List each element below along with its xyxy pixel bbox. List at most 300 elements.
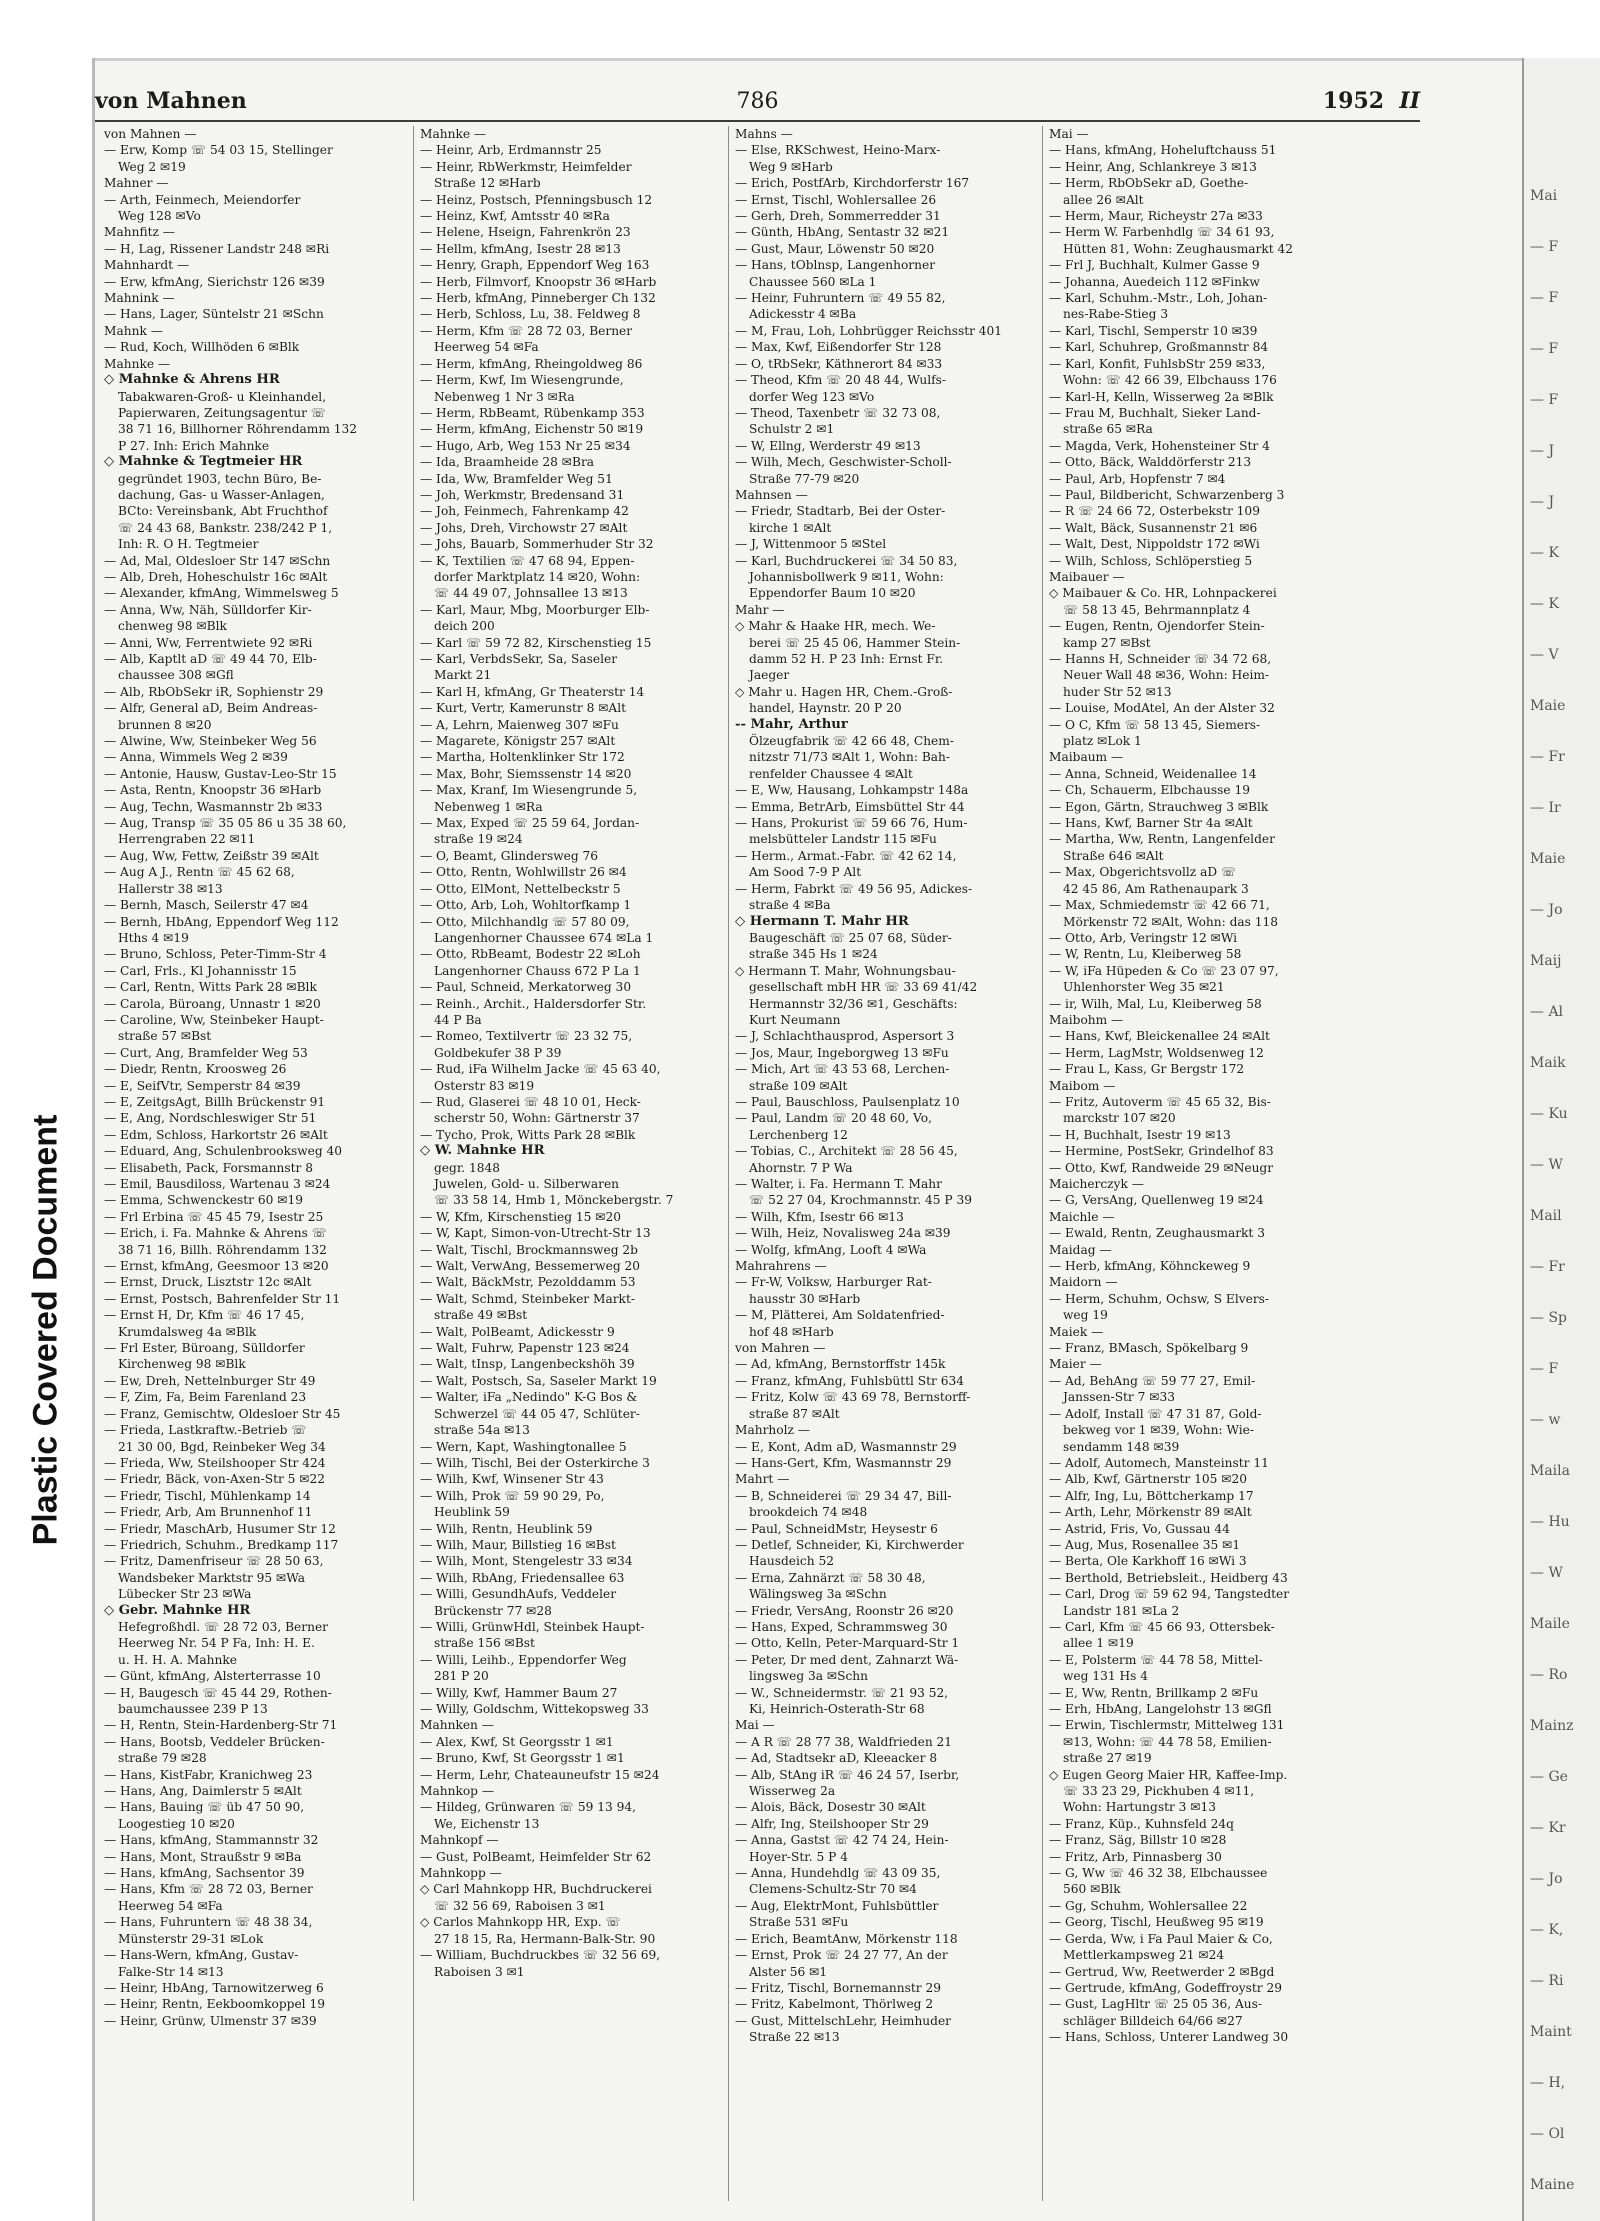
directory-entry: — Heinr, HbAng, Tarnowitzerweg 6: [104, 1980, 324, 1995]
directory-entry: — Max, Kwf, Eißendorfer Str 128: [735, 340, 942, 355]
directory-entry: — Emma, Schwenckestr 60 ✉19: [104, 1193, 303, 1208]
entry-continuation: nitzstr 71/73 ✉Alt 1, Wohn: Bah-: [749, 750, 951, 765]
directory-entry: — Peter, Dr med dent, Zahnarzt Wä-: [735, 1652, 959, 1667]
directory-entry: — A R ☏ 28 77 38, Waldfrieden 21: [735, 1734, 953, 1749]
directory-entry: — Aug, Techn, Wasmannstr 2b ✉33: [104, 799, 323, 814]
entry-continuation: gesellschaft mbH HR ☏ 33 69 41/42: [749, 980, 978, 995]
directory-entry: — Magarete, Königstr 257 ✉Alt: [420, 734, 616, 749]
directory-entry: — Fritz, Kabelmont, Thörlweg 2: [735, 1997, 934, 2012]
entry-continuation: Mörkenstr 72 ✉Alt, Wohn: das 118: [1063, 914, 1279, 929]
entry-continuation: straße 49 ✉Bst: [434, 1308, 528, 1323]
directory-entry: — G, Ww ☏ 46 32 38, Elbchaussee: [1049, 1866, 1268, 1881]
directory-entry: — Egon, Gärtn, Strauchweg 3 ✉Blk: [1049, 799, 1269, 814]
directory-entry: — Herm, Maur, Richeystr 27a ✉33: [1049, 209, 1263, 224]
directory-entry: — Max, Schmiedemstr ☏ 42 66 71,: [1049, 898, 1270, 913]
entry-continuation: scherstr 50, Wohn: Gärtnerstr 37: [434, 1111, 640, 1126]
directory-entry: — Ch, Schauerm, Elbchausse 19: [1049, 783, 1250, 798]
directory-entry: — Alb, Dreh, Hoheschulstr 16c ✉Alt: [104, 569, 328, 584]
edge-fragment: — F: [1530, 1361, 1559, 1377]
directory-entry: — Carola, Büroang, Unnastr 1 ✉20: [104, 996, 321, 1011]
directory-entry: — Walt, Dest, Nippoldstr 172 ✉Wi: [1049, 537, 1260, 552]
entry-continuation: straße 109 ✉Alt: [749, 1078, 848, 1093]
surname-heading: Mahnkopf —: [420, 1833, 499, 1848]
directory-entry: — Johs, Dreh, Virchowstr 27 ✉Alt: [420, 520, 628, 535]
directory-entry: — J, Schlachthausprod, Aspersort 3: [735, 1029, 955, 1044]
entry-continuation: Wandsbeker Marktstr 95 ✉Wa: [118, 1570, 305, 1585]
directory-entry: — Karl, Maur, Mbg, Moorburger Elb-: [420, 602, 650, 617]
directory-entry: — Herm, Schuhm, Ochsw, S Elvers-: [1049, 1291, 1270, 1306]
entry-continuation: Markt 21: [434, 668, 492, 683]
directory-entry: — Günth, HbAng, Sentastr 32 ✉21: [735, 225, 950, 240]
edge-fragment: — Hu: [1530, 1514, 1570, 1530]
directory-entry: — Gust, LagHltr ☏ 25 05 36, Aus-: [1049, 1997, 1262, 2012]
directory-entry: — Heinr, Arb, Erdmannstr 25: [420, 143, 602, 158]
directory-entry: — E, Ang, Nordschleswiger Str 51: [104, 1111, 317, 1126]
entry-continuation: Münsterstr 29-31 ✉Lok: [118, 1931, 264, 1946]
entry-continuation: straße 27 ✉19: [1063, 1751, 1152, 1766]
edge-fragment: — F: [1530, 392, 1559, 408]
directory-entry: — Otto, Kelln, Peter-Marquard-Str 1: [735, 1636, 960, 1651]
directory-entry: — Hans, kfmAng, Sachsentor 39: [104, 1866, 305, 1881]
edge-fragment: Mail: [1530, 1208, 1562, 1224]
edge-fragment: — J: [1530, 494, 1555, 510]
edge-fragment: — F: [1530, 239, 1559, 255]
directory-entry: — Hans, Bootsb, Veddeler Brücken-: [104, 1734, 325, 1749]
entry-continuation: 38 71 16, Billhorner Röhrendamm 132: [118, 422, 358, 437]
entry-continuation: ☏ 33 58 14, Hmb 1, Mönckebergstr. 7: [434, 1193, 674, 1208]
edge-fragment: Mainz: [1530, 1718, 1574, 1734]
edge-fragment: — H,: [1530, 2075, 1566, 2091]
directory-entry: — Otto, Rentn, Wohlwillstr 26 ✉4: [420, 865, 627, 880]
edge-fragment: Mai: [1530, 188, 1558, 204]
directory-entry: — Otto, Milchhandlg ☏ 57 80 09,: [420, 914, 630, 929]
edge-fragment: — Ge: [1530, 1769, 1568, 1785]
entry-continuation: Straße 22 ✉13: [749, 2030, 840, 2045]
directory-entry: — Hermine, PostSekr, Grindelhof 83: [1049, 1144, 1274, 1159]
edge-fragment: — Sp: [1530, 1310, 1568, 1326]
edge-fragment: Maint: [1530, 2024, 1572, 2040]
directory-entry: — Paul, SchneidMstr, Heysestr 6: [735, 1521, 938, 1536]
directory-entry: — Gust, PolBeamt, Heimfelder Str 62: [420, 1849, 652, 1864]
directory-entry: — Ad, BehAng ☏ 59 77 27, Emil-: [1049, 1373, 1256, 1388]
edge-fragment: — Kr: [1530, 1820, 1566, 1836]
directory-entry: — Alfr, Ing, Steilshooper Str 29: [735, 1816, 929, 1831]
entry-continuation: Loogestieg 10 ✉20: [118, 1816, 235, 1831]
directory-entry: — Otto, Arb, Veringstr 12 ✉Wi: [1049, 930, 1238, 945]
directory-entry: — F, Zim, Fa, Beim Farenland 23: [104, 1390, 307, 1405]
edge-fragment: — J: [1530, 443, 1555, 459]
entry-continuation: Chaussee 560 ✉La 1: [749, 274, 877, 289]
entry-continuation: u. H. H. A. Mahnke: [118, 1652, 237, 1667]
directory-entry: — Herm, kfmAng, Eichenstr 50 ✉19: [420, 422, 644, 437]
directory-entry: — Alfr, Ing, Lu, Böttcherkamp 17: [1049, 1488, 1254, 1503]
directory-entry: — Alfr, General aD, Beim Andreas-: [104, 701, 318, 716]
directory-entry: — Helene, Hseign, Fahrenkrön 23: [420, 225, 631, 240]
directory-entry: — Heinr, Grünw, Ulmenstr 37 ✉39: [104, 2013, 317, 2028]
directory-entry: — Hans, Ang, Daimlerstr 5 ✉Alt: [104, 1784, 302, 1799]
directory-entry: — Herm, Kwf, Im Wiesengrunde,: [420, 373, 624, 388]
entry-continuation: 44 P Ba: [434, 1012, 482, 1027]
entry-continuation: Nebenweg 1 Nr 3 ✉Ra: [434, 389, 575, 404]
directory-entry: — Herm, Lehr, Chateauneufstr 15 ✉24: [420, 1767, 660, 1782]
entry-continuation: bekweg vor 1 ✉39, Wohn: Wie-: [1063, 1423, 1254, 1438]
directory-entry: — Otto, RbBeamt, Bodestr 22 ✉Loh: [420, 947, 641, 962]
entry-continuation: Goldbekufer 38 P 39: [434, 1045, 562, 1060]
header-year-volume: [1323, 88, 1420, 114]
entry-continuation: Jaeger: [749, 668, 790, 683]
directory-entry: — Paul, Schneid, Merkatorweg 30: [420, 980, 632, 995]
surname-heading: Mahns —: [735, 127, 793, 141]
directory-entry: — Friedr, VersAng, Roonstr 26 ✉20: [735, 1603, 954, 1618]
directory-entry: — Martha, Holtenklinker Str 172: [420, 750, 625, 765]
edge-fragment: Maie: [1530, 698, 1566, 714]
directory-entry: — Martha, Ww, Rentn, Langenfelder: [1049, 832, 1275, 847]
directory-entry: — Karl, Buchdruckerei ☏ 34 50 83,: [735, 553, 958, 568]
directory-entry: — Walt, tInsp, Langenbeckshöh 39: [420, 1357, 635, 1372]
entry-continuation: Langenhorner Chauss 672 P La 1: [434, 963, 641, 978]
directory-entry: — Walter, iFa „Nedindo" K-G Bos &: [420, 1390, 638, 1405]
surname-heading: Mai —: [1049, 127, 1089, 141]
directory-entry: — Frau M, Buchhalt, Sieker Land-: [1049, 405, 1261, 420]
directory-entry: — Friedr, MaschArb, Husumer Str 12: [104, 1521, 336, 1536]
edge-fragment: — F: [1530, 341, 1559, 357]
directory-entry: — Fritz, Autoverm ☏ 45 65 32, Bis-: [1049, 1094, 1271, 1109]
directory-entry: — Aug A J., Rentn ☏ 45 62 68,: [104, 865, 295, 880]
directory-entry: — Edm, Schloss, Harkortstr 26 ✉Alt: [104, 1127, 328, 1142]
directory-entry: — Frieda, Lastkraftw.-Betrieb ☏: [104, 1423, 307, 1438]
entry-continuation: Raboisen 3 ✉1: [434, 1964, 525, 1979]
entry-continuation: Heerweg 54 ✉Fa: [118, 1898, 223, 1913]
directory-entry: — Tobias, C., Architekt ☏ 28 56 45,: [735, 1144, 958, 1159]
surname-heading: von Mahren —: [735, 1341, 826, 1356]
entry-continuation: Wisserweg 2a: [749, 1784, 836, 1799]
edge-fragment: — Fr: [1530, 1259, 1565, 1275]
directory-entry: — H, Rentn, Stein-Hardenberg-Str 71: [104, 1718, 338, 1733]
directory-entry: — Karl, Tischl, Semperstr 10 ✉39: [1049, 323, 1258, 338]
entry-continuation: 38 71 16, Billh. Röhrendamm 132: [118, 1242, 327, 1257]
entry-continuation: straße 19 ✉24: [434, 832, 523, 847]
directory-entry: — Ernst, Druck, Lisztstr 12c ✉Alt: [104, 1275, 312, 1290]
directory-entry: ◇ Mahr & Haake HR, mech. We-: [735, 619, 936, 634]
directory-entry: — Friedr, Bäck, von-Axen-Str 5 ✉22: [104, 1472, 326, 1487]
directory-entry: — Aug, Transp ☏ 35 05 86 u 35 38 60,: [104, 816, 347, 831]
directory-entry: — Heinr, Fuhruntern ☏ 49 55 82,: [735, 291, 946, 306]
entry-continuation: Weg 2 ✉19: [118, 159, 186, 174]
adjacent-page-edge: [1522, 58, 1600, 2221]
entry-continuation: Inh: R. O H. Tegtmeier: [118, 537, 259, 552]
directory-entry: — W, iFa Hüpeden & Co ☏ 23 07 97,: [1049, 963, 1279, 978]
directory-entry: — Willi, GrünwHdl, Steinbek Haupt-: [420, 1619, 645, 1634]
directory-entry: — Herm, LagMstr, Woldsenweg 12: [1049, 1045, 1264, 1060]
entry-continuation: ☏ 32 56 69, Raboisen 3 ✉1: [434, 1898, 606, 1913]
directory-entry: — Bernh, HbAng, Eppendorf Weg 112: [104, 914, 339, 929]
entry-continuation: Weg 128 ✉Vo: [118, 209, 201, 224]
directory-entry: — Eugen, Rentn, Ojendorfer Stein-: [1049, 619, 1265, 634]
directory-entry: — Erw, kfmAng, Sierichstr 126 ✉39: [104, 274, 325, 289]
entry-continuation: Am Sood 7-9 P Alt: [749, 865, 862, 880]
entry-continuation: 27 18 15, Ra, Hermann-Balk-Str. 90: [434, 1931, 656, 1946]
directory-entry: — Günt, kfmAng, Alsterterrasse 10: [104, 1669, 321, 1684]
directory-entry: — Alb, Kwf, Gärtnerstr 105 ✉20: [1049, 1472, 1247, 1487]
entry-continuation: baumchaussee 239 P 13: [118, 1702, 268, 1716]
edge-fragment: — F: [1530, 290, 1559, 306]
surname-heading: Mahnink —: [104, 291, 175, 306]
directory-entry: — G, VersAng, Quellenweg 19 ✉24: [1049, 1193, 1264, 1208]
entry-continuation: Lübecker Str 23 ✉Wa: [118, 1587, 252, 1602]
directory-entry: — Alex, Kwf, St Georgsstr 1 ✉1: [420, 1734, 614, 1749]
entry-continuation: Hütten 81, Wohn: Zeughausmarkt 42: [1063, 241, 1294, 256]
entry-continuation: dorfer Weg 123 ✉Vo: [749, 389, 875, 404]
directory-entry: — Carl, Drog ☏ 59 62 94, Tangstedter: [1049, 1587, 1290, 1602]
directory-column-1: [104, 126, 410, 2201]
directory-entry: — M, Plätterei, Am Soldatenfried-: [735, 1308, 945, 1323]
directory-entry: — Gust, MittelschLehr, Heimhuder: [735, 2013, 951, 2028]
directory-entry: — Arth, Lehr, Mörkenstr 89 ✉Alt: [1049, 1505, 1252, 1520]
directory-entry: — Hans, tOblnsp, Langenhorner: [735, 258, 936, 273]
entry-continuation: Hallerstr 38 ✉13: [118, 881, 223, 896]
entry-continuation: berei ☏ 25 45 06, Hammer Stein-: [749, 635, 961, 650]
entry-continuation: Heublink 59: [434, 1505, 510, 1520]
directory-entry: — Erich, i. Fa. Mahnke & Ahrens ☏: [104, 1226, 327, 1241]
entry-continuation: Straße 646 ✉Alt: [1063, 848, 1164, 863]
directory-entry: — Otto, ElMont, Nettelbeckstr 5: [420, 881, 621, 896]
directory-entry: — Franz, Säg, Billstr 10 ✉28: [1049, 1833, 1227, 1848]
directory-entry: — Walter, i. Fa. Hermann T. Mahr: [735, 1177, 942, 1191]
entry-continuation: Clemens-Schultz-Str 70 ✉4: [749, 1882, 917, 1897]
entry-continuation: ☏ 33 23 29, Pickhuben 4 ✉11,: [1063, 1784, 1255, 1799]
directory-entry: — Fritz, Arb, Pinnasberg 30: [1049, 1849, 1222, 1864]
directory-entry: — Gerda, Ww, i Fa Paul Maier & Co,: [1049, 1931, 1273, 1946]
directory-entry: — Bruno, Schloss, Peter-Timm-Str 4: [104, 947, 327, 962]
entry-continuation: nes-Rabe-Stieg 3: [1063, 307, 1169, 322]
directory-entry: — Max, Bohr, Siemssenstr 14 ✉20: [420, 766, 632, 781]
directory-entry: — Walt, Tischl, Brockmannsweg 2b: [420, 1242, 638, 1257]
entry-continuation: Heerweg 54 ✉Fa: [434, 340, 539, 355]
directory-entry: — Henry, Graph, Eppendorf Weg 163: [420, 258, 650, 273]
entry-continuation: damm 52 H. P 23 Inh: Ernst Fr.: [749, 652, 944, 666]
directory-entry: — Adolf, Install ☏ 47 31 87, Gold-: [1049, 1406, 1262, 1421]
entry-continuation: straße 156 ✉Bst: [434, 1636, 535, 1651]
directory-entry: — Karl, Schuhrep, Großmannstr 84: [1049, 340, 1269, 355]
entry-continuation: Ahornstr. 7 P Wa: [749, 1160, 853, 1175]
directory-entry: — Alb, RbObSekr iR, Sophienstr 29: [104, 684, 324, 699]
directory-entry: — Johanna, Auedeich 112 ✉Finkw: [1049, 274, 1260, 289]
directory-entry: — Otto, Bäck, Walddörferstr 213: [1049, 455, 1252, 470]
directory-entry: — Wilh, Kwf, Winsener Str 43: [420, 1472, 604, 1487]
directory-entry: — Hans, Schloss, Unterer Landweg 30: [1049, 2030, 1289, 2045]
firm-entry: ◇ Hermann T. Mahr HR: [735, 913, 909, 929]
entry-continuation: dachung, Gas- u Wasser-Anlagen,: [118, 487, 325, 502]
directory-entry: — Magda, Verk, Hohensteiner Str 4: [1049, 438, 1270, 453]
entry-continuation: Hausdeich 52: [749, 1554, 834, 1569]
directory-entry: — Wilh, Maur, Billstieg 16 ✉Bst: [420, 1537, 616, 1552]
directory-entry: — Eduard, Ang, Schulenbrooksweg 40: [104, 1144, 343, 1159]
directory-entry: — Anna, Schneid, Weidenallee 14: [1049, 766, 1257, 781]
directory-entry: — O, tRbSekr, Käthnerort 84 ✉33: [735, 356, 943, 371]
entry-continuation: Landstr 181 ✉La 2: [1063, 1603, 1180, 1618]
entry-continuation: Neuer Wall 48 ✉36, Wohn: Heim-: [1063, 668, 1270, 683]
edge-fragment: — W: [1530, 1565, 1563, 1581]
directory-entry: — Anna, Hundehdlg ☏ 43 09 35,: [735, 1866, 941, 1881]
directory-entry: — Max, Kranf, Im Wiesengrunde 5,: [420, 783, 638, 798]
entry-continuation: Ölzeugfabrik ☏ 42 66 48, Chem-: [749, 734, 954, 749]
directory-entry: — W., Schneidermstr. ☏ 21 93 52,: [735, 1685, 949, 1700]
firm-entry: ◇ Gebr. Mahnke HR: [104, 1602, 251, 1618]
entry-continuation: ☏ 52 27 04, Krochmannstr. 45 P 39: [749, 1193, 972, 1208]
directory-entry: — Ad, kfmAng, Bernstorffstr 145k: [735, 1357, 946, 1372]
surname-heading: Maibom —: [1049, 1078, 1116, 1093]
directory-entry: — Otto, Arb, Loh, Wohltorfkamp 1: [420, 898, 632, 913]
directory-entry: — Walt, Bäck, Susannenstr 21 ✉6: [1049, 520, 1258, 535]
entry-continuation: Straße 12 ✉Harb: [434, 176, 541, 191]
directory-entry: — Gertrude, kfmAng, Godeffroystr 29: [1049, 1980, 1282, 1995]
directory-entry: — Asta, Rentn, Knoopstr 36 ✉Harb: [104, 783, 322, 798]
edge-fragment: — V: [1530, 647, 1559, 663]
directory-entry: — Fritz, Tischl, Bornemannstr 29: [735, 1980, 941, 1995]
directory-entry: — Aug, Mus, Rosenallee 35 ✉1: [1049, 1537, 1241, 1552]
firm-entry: ◇ Mahnke & Ahrens HR: [104, 372, 280, 388]
entry-continuation: hausstr 30 ✉Harb: [749, 1291, 861, 1306]
directory-entry: — Carl, Kfm ☏ 45 66 93, Ottersbek-: [1049, 1619, 1275, 1634]
directory-entry: — Fritz, Damenfriseur ☏ 28 50 63,: [104, 1554, 324, 1569]
entry-continuation: Falke-Str 14 ✉13: [118, 1964, 224, 1979]
entry-continuation: Ki, Heinrich-Osterath-Str 68: [749, 1702, 925, 1716]
directory-entry: — Hildeg, Grünwaren ☏ 59 13 94,: [420, 1800, 637, 1815]
directory-entry: — Paul, Bauschloss, Paulsenplatz 10: [735, 1094, 960, 1109]
entry-continuation: weg 19: [1063, 1308, 1108, 1323]
directory-entry: — Herm W. Farbenhdlg ☏ 34 61 93,: [1049, 225, 1275, 240]
entry-continuation: Mettlerkampsweg 21 ✉24: [1063, 1948, 1225, 1963]
directory-entry: — Ew, Dreh, Nettelnburger Str 49: [104, 1373, 316, 1388]
directory-entry: — Hans, Kwf, Bleickenallee 24 ✉Alt: [1049, 1029, 1270, 1044]
edge-fragment: Maij: [1530, 953, 1562, 969]
directory-entry: — Walt, Schmd, Steinbeker Markt-: [420, 1291, 635, 1306]
entry-continuation: We, Eichenstr 13: [434, 1816, 540, 1831]
directory-entry: — Emil, Bausdiloss, Wartenau 3 ✉24: [104, 1177, 331, 1191]
edge-fragment: — Ir: [1530, 800, 1561, 816]
directory-entry: — Wilh, Schloss, Schlöperstieg 5: [1049, 553, 1253, 568]
directory-entry: — Hans, Lager, Süntelstr 21 ✉Schn: [104, 307, 324, 322]
directory-entry: — Elisabeth, Pack, Forsmannstr 8: [104, 1160, 313, 1175]
firm-entry: ◇ W. Mahnke HR: [420, 1143, 545, 1159]
entry-continuation: huder Str 52 ✉13: [1063, 684, 1172, 699]
surname-heading: Mahrt —: [735, 1472, 790, 1487]
directory-entry: — Fr-W, Volksw, Harburger Rat-: [735, 1275, 932, 1290]
entry-continuation: melsbütteler Landstr 115 ✉Fu: [749, 832, 937, 847]
directory-column-2: [420, 126, 726, 2201]
directory-entry: — Wolfg, kfmAng, Looft 4 ✉Wa: [735, 1242, 927, 1257]
directory-entry: — Erna, Zahnärzt ☏ 58 30 48,: [735, 1570, 926, 1585]
directory-entry: — Hellm, kfmAng, Isestr 28 ✉13: [420, 241, 621, 256]
entry-continuation: straße 57 ✉Bst: [118, 1029, 212, 1044]
surname-heading: Mahrholz —: [735, 1423, 810, 1438]
entry-continuation: Tabakwaren-Groß- u Kleinhandel,: [118, 389, 327, 404]
directory-entry: — Frl J, Buchhalt, Kulmer Gasse 9: [1049, 258, 1260, 273]
directory-entry: — Anna, Gastst ☏ 42 74 24, Hein-: [735, 1833, 949, 1848]
directory-entry: — Franz, kfmAng, Fuhlsbüttl Str 634: [735, 1373, 965, 1388]
directory-entry: — Romeo, Textilvertr ☏ 23 32 75,: [420, 1029, 633, 1044]
entry-continuation: Alster 56 ✉1: [749, 1964, 828, 1979]
directory-entry: — Frieda, Ww, Steilshooper Str 424: [104, 1455, 326, 1470]
directory-entry: — Aug, ElektrMont, Fuhlsbüttler: [735, 1898, 939, 1913]
directory-entry: — Wilh, RbAng, Friedensallee 63: [420, 1570, 625, 1585]
page-header: [95, 80, 1420, 122]
entry-continuation: brookdeich 74 ✉48: [749, 1505, 868, 1520]
entry-continuation: BCto: Vereinsbank, Abt Fruchthof: [118, 504, 328, 519]
directory-entry: — W, Rentn, Lu, Kleiberweg 58: [1049, 947, 1242, 962]
entry-continuation: Langenhorner Chaussee 674 ✉La 1: [434, 930, 654, 945]
directory-entry: — Ad, Stadtsekr aD, Kleeacker 8: [735, 1751, 938, 1766]
directory-entry: — Gg, Schuhm, Wohlersallee 22: [1049, 1898, 1248, 1913]
directory-entry: — Ernst H, Dr, Kfm ☏ 46 17 45,: [104, 1308, 305, 1323]
surname-heading: Mahnken —: [420, 1718, 494, 1733]
edge-fragment: — Jo: [1530, 902, 1563, 918]
directory-entry: — Wern, Kapt, Washingtonallee 5: [420, 1439, 627, 1454]
directory-entry: — Reinh., Archit., Haldersdorfer Str.: [420, 996, 647, 1011]
entry-continuation: straße 87 ✉Alt: [749, 1406, 840, 1421]
edge-fragment: Maine: [1530, 2177, 1575, 2193]
directory-entry: — Herb, kfmAng, Pinneberger Ch 132: [420, 291, 656, 306]
directory-entry: — Hans, Fuhruntern ☏ 48 38 34,: [104, 1915, 313, 1930]
directory-entry: — Ernst, Postsch, Bahrenfelder Str 11: [104, 1291, 341, 1306]
entry-continuation: handel, Haynstr. 20 P 20: [749, 701, 902, 716]
directory-entry: — Friedr, Arb, Am Brunnenhof 11: [104, 1505, 313, 1520]
directory-entry: — Karl, Konfit, FuhlsbStr 259 ✉33,: [1049, 356, 1266, 371]
directory-entry: — Gust, Maur, Löwenstr 50 ✉20: [735, 241, 935, 256]
directory-column-3: [735, 126, 1041, 2201]
directory-entry: ◇ Mahr u. Hagen HR, Chem.-Groß-: [735, 684, 953, 699]
directory-entry: ◇ Hermann T. Mahr, Wohnungsbau-: [735, 963, 956, 978]
directory-entry: — Hugo, Arb, Weg 153 Nr 25 ✉34: [420, 438, 631, 453]
edge-fragment: — Fr: [1530, 749, 1565, 765]
directory-entry: — Frl Ester, Büroang, Sülldorfer: [104, 1341, 305, 1356]
entry-continuation: allee 26 ✉Alt: [1063, 192, 1144, 207]
entry-continuation: deich 200: [434, 619, 495, 634]
directory-entry: — Willi, GesundhAufs, Veddeler: [420, 1587, 617, 1602]
directory-entry: — Erich, PostfArb, Kirchdorferstr 167: [735, 176, 970, 191]
entry-continuation: Kirchenweg 98 ✉Blk: [118, 1357, 246, 1372]
plastic-covered-label: [0, 0, 92, 2221]
directory-entry: — E, Kont, Adm aD, Wasmannstr 29: [735, 1439, 957, 1454]
directory-entry: — A, Lehrn, Maienweg 307 ✉Fu: [420, 717, 619, 732]
directory-entry: — Else, RKSchwest, Heino-Marx-: [735, 143, 941, 158]
directory-entry: — Erw, Komp ☏ 54 03 15, Stellinger: [104, 143, 333, 158]
directory-entry: — Caroline, Ww, Steinbeker Haupt-: [104, 1012, 324, 1027]
directory-entry: — W, Kapt, Simon-von-Utrecht-Str 13: [420, 1226, 651, 1241]
directory-entry: — Hans, Exped, Schrammsweg 30: [735, 1619, 948, 1634]
entry-continuation: Eppendorfer Baum 10 ✉20: [749, 586, 916, 601]
directory-entry: — Hans-Wern, kfmAng, Gustav-: [104, 1948, 299, 1963]
edge-fragment: — K,: [1530, 1922, 1564, 1938]
directory-entry: — K, Textilien ☏ 47 68 94, Eppen-: [420, 553, 635, 568]
directory-entry: — Hanns H, Schneider ☏ 34 72 68,: [1049, 652, 1272, 666]
entry-continuation: allee 1 ✉19: [1063, 1636, 1134, 1651]
entry-continuation: Straße 77-79 ✉20: [749, 471, 860, 486]
directory-entry: — Hans, Prokurist ☏ 59 66 76, Hum-: [735, 816, 968, 831]
directory-entry: — E, Polsterm ☏ 44 78 58, Mittel-: [1049, 1652, 1263, 1667]
directory-entry: — Erh, HbAng, Langelohstr 13 ✉Gfl: [1049, 1702, 1272, 1716]
directory-entry: — Karl ☏ 59 72 82, Kirschenstieg 15: [420, 635, 652, 650]
entry-continuation: Papierwaren, Zeitungsagentur ☏: [118, 405, 327, 420]
directory-entry: — Wilh, Prok ☏ 59 90 29, Po,: [420, 1488, 605, 1503]
directory-entry: — H, Baugesch ☏ 45 44 29, Rothen-: [104, 1685, 332, 1700]
directory-entry: — Aug, Ww, Fettw, Zeißstr 39 ✉Alt: [104, 848, 319, 863]
directory-entry: — Otto, Kwf, Randweide 29 ✉Neugr: [1049, 1160, 1274, 1175]
directory-entry: — Franz, Gemischtw, Oldesloer Str 45: [104, 1406, 341, 1421]
directory-entry: — Walt, Postsch, Sa, Saseler Markt 19: [420, 1373, 657, 1388]
directory-entry: — Hans, Mont, Straußstr 9 ✉Ba: [104, 1849, 302, 1864]
directory-entry: — Alois, Bäck, Dosestr 30 ✉Alt: [735, 1800, 926, 1815]
